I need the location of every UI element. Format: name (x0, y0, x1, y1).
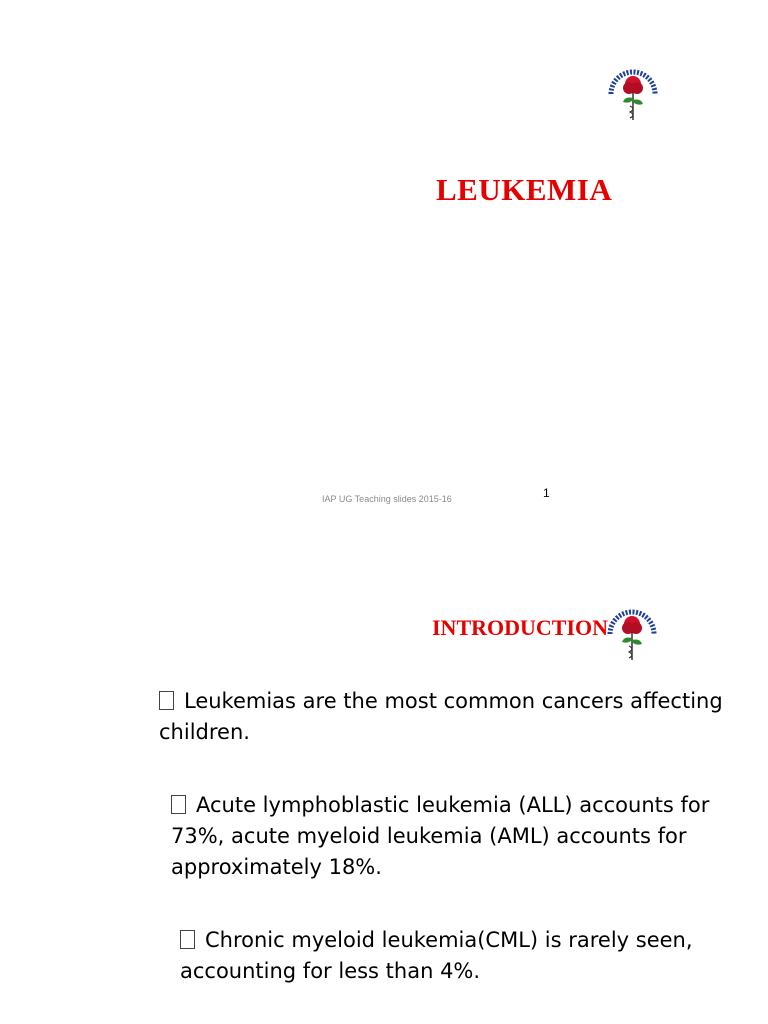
bullet-text: Leukemias are the most common cancers affecting children. (159, 689, 723, 744)
page-number: 1 (543, 486, 550, 500)
bullet-item (159, 686, 739, 748)
iap-logo (602, 600, 662, 666)
bullet-box-icon (159, 691, 174, 710)
bullet-box-icon (171, 795, 186, 814)
bullet-text: Chronic myeloid leukemia(CML) is rarely seen, accounting for less than 4%. (180, 928, 693, 983)
bullet-item (180, 925, 740, 987)
bullet-item (171, 790, 711, 883)
iap-logo (603, 60, 663, 126)
bullet-text: Acute lymphoblastic leukemia (ALL) accounts for 73%, acute myeloid leukemia (AML) accounts for approximately 18%. (171, 793, 710, 879)
bullet-box-icon (180, 930, 195, 949)
slide-footer: IAP UG Teaching slides 2015-16 (322, 494, 452, 504)
section-title: INTRODUCTION (432, 615, 609, 640)
slide-title: LEUKEMIA (436, 172, 613, 207)
